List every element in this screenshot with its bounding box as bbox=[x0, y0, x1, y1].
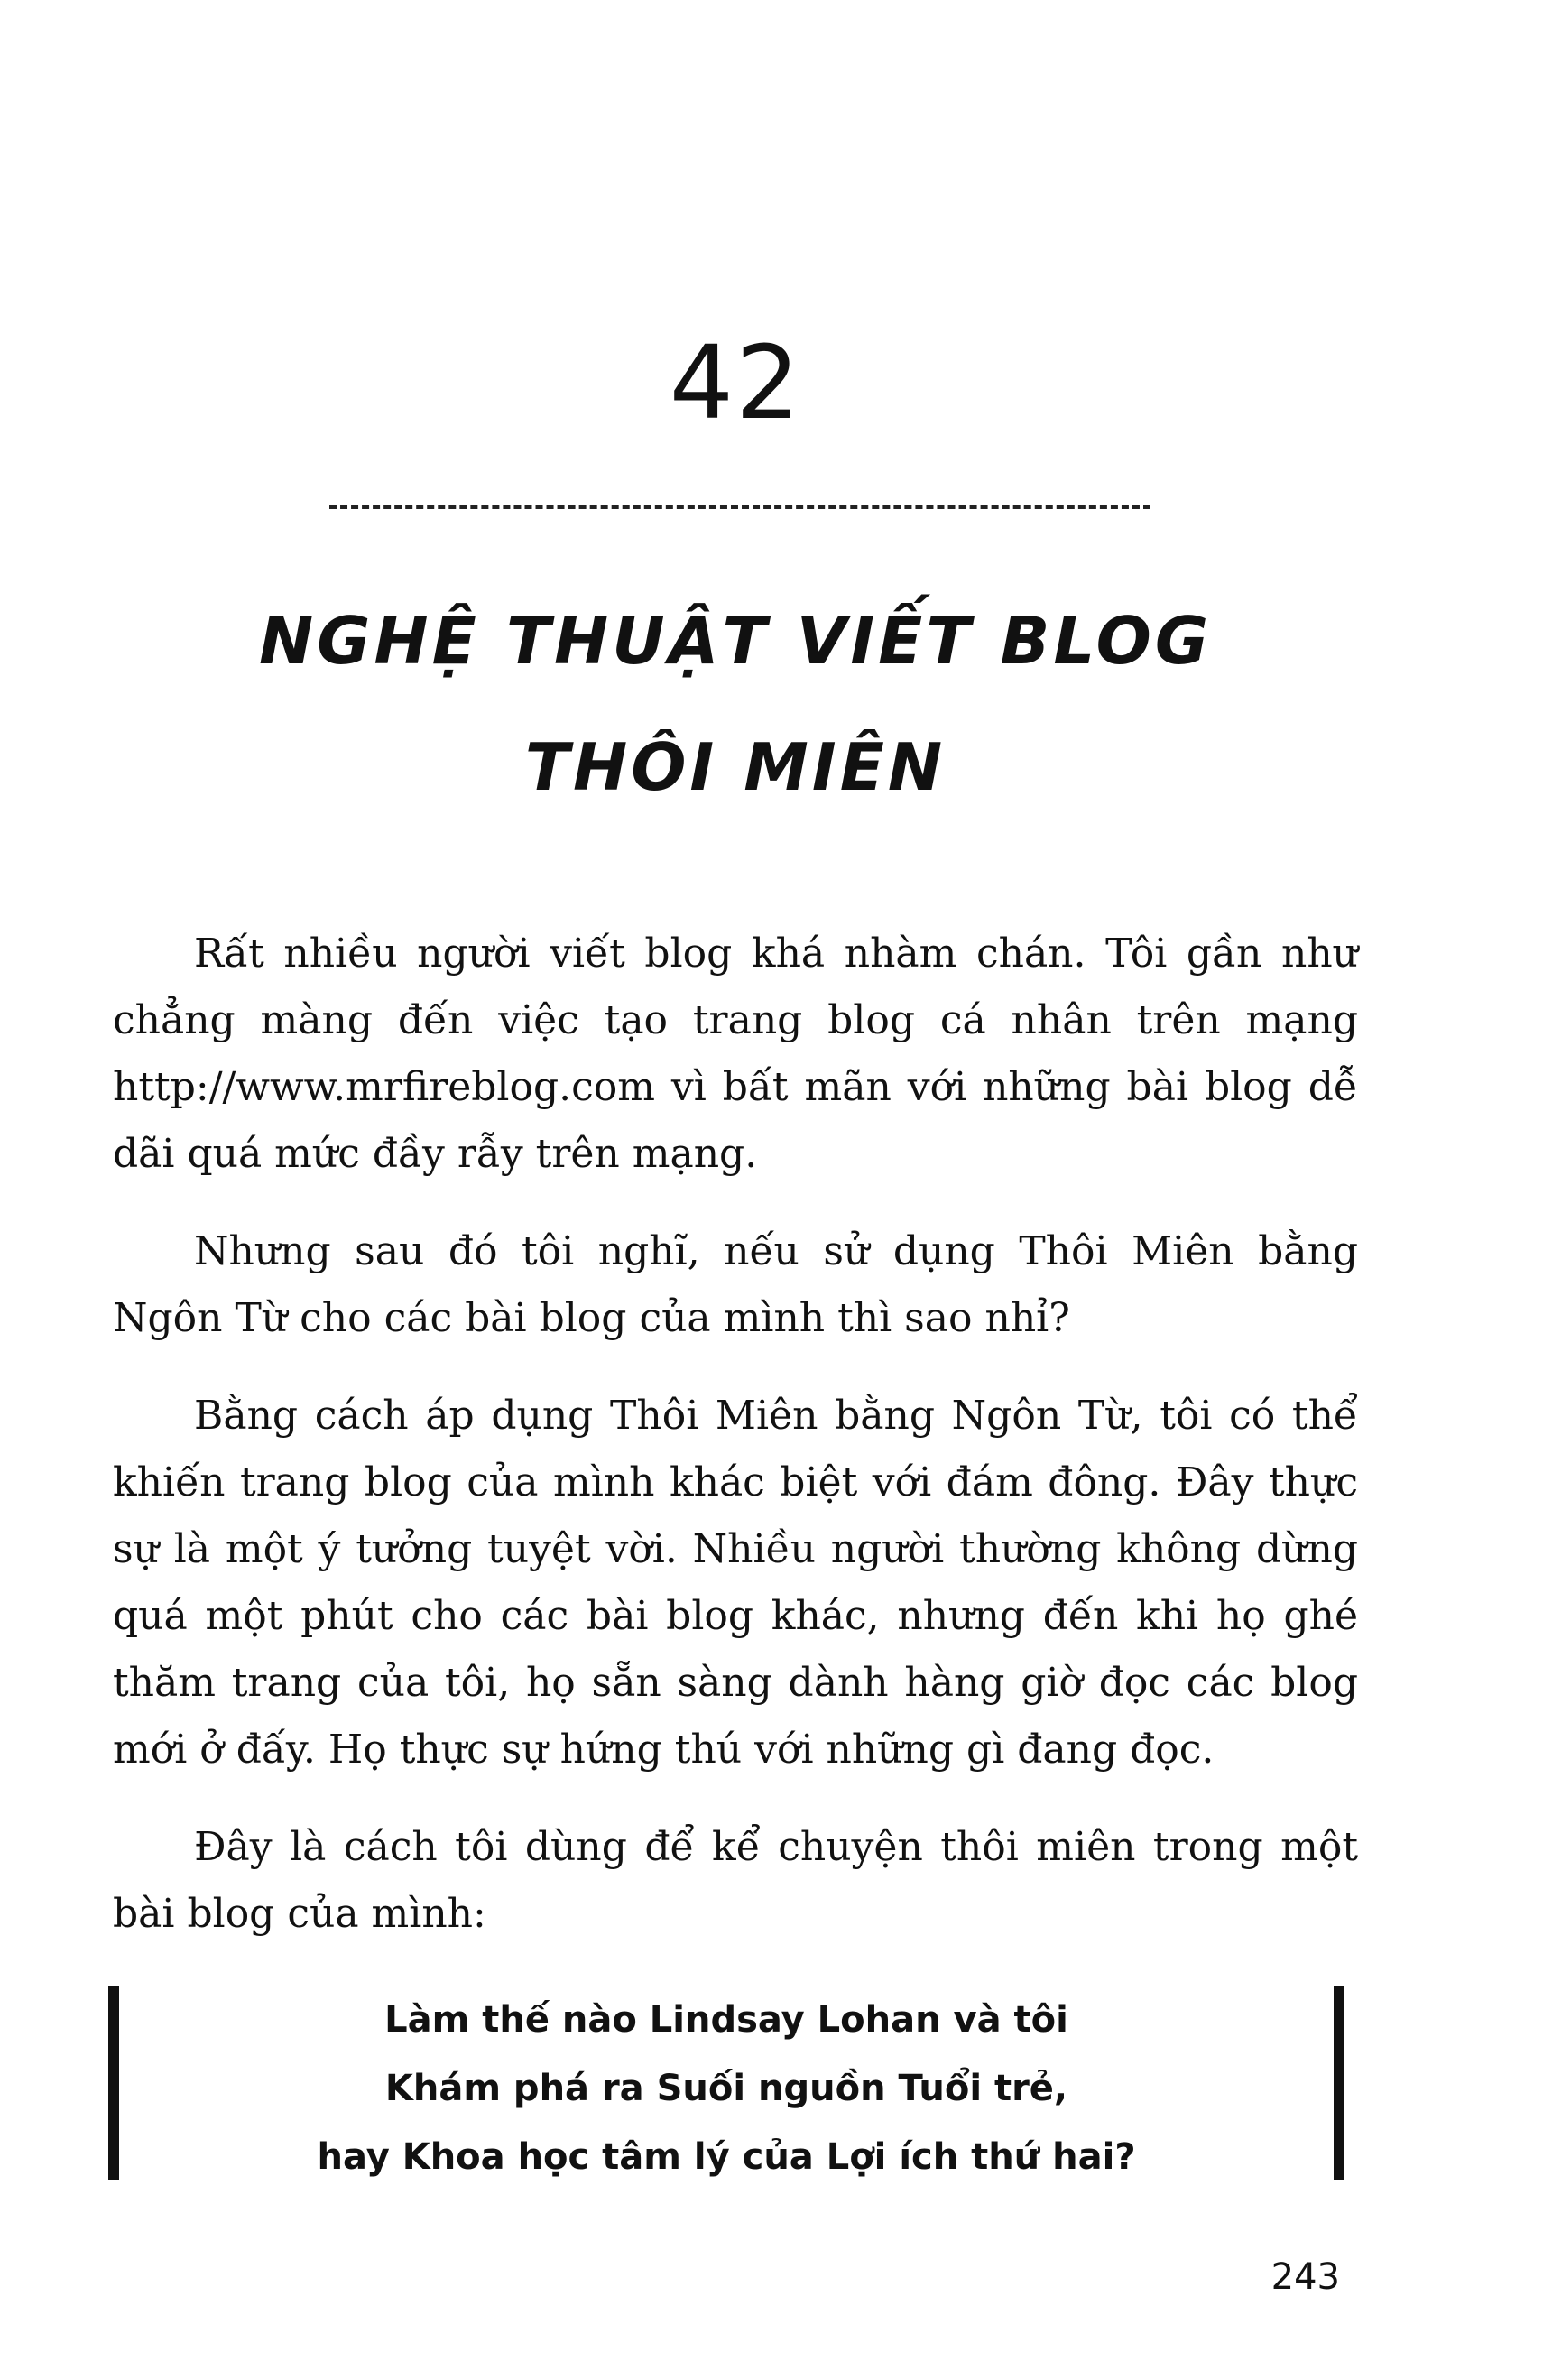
quote-bar-right bbox=[1334, 1986, 1344, 2180]
paragraph-2: Nhưng sau đó tôi nghĩ, nếu sử dụng Thôi Miên bằng Ngôn Từ cho các bài blog của mình thì sao nhỉ? bbox=[113, 1228, 1358, 1341]
quote-line-1: Làm thế nào Lindsay Lohan và tôi bbox=[384, 1999, 1068, 2041]
chapter-title-line-2: THÔI MIÊN bbox=[524, 729, 947, 805]
dashed-divider bbox=[329, 505, 1150, 509]
quote-bar-left bbox=[108, 1986, 119, 2180]
page-number: 243 bbox=[1270, 2256, 1340, 2298]
chapter-title bbox=[0, 578, 1471, 830]
chapter-number: 42 bbox=[669, 325, 802, 442]
paragraph-1: Rất nhiều người viết blog khá nhàm chán. Tôi gần như chẳng màng đến việc tạo trang blog cá nhân trên mạng http://www.mrfireblog.com vì bất mãn với những bài blog dễ dãi quá mức đầy rẫy trên mạng. bbox=[113, 931, 1358, 1177]
quote-lines bbox=[144, 1986, 1308, 2191]
blog-title-quote bbox=[108, 1986, 1344, 2193]
chapter-title-line-1: NGHỆ THUẬT VIẾT BLOG bbox=[259, 603, 1212, 679]
paragraph-3: Bằng cách áp dụng Thôi Miên bằng Ngôn Từ, tôi có thể khiến trang blog của mình khác biệt với đám đông. Đây thực sự là một ý tưởng tuyệt vời. Nhiều người thường không dừng quá một phút cho các bài blog khác, nhưng đến khi họ ghé thăm trang của tôi, họ sẵn sàng dành hàng giờ đọc các blog mới ở đấy. Họ thực sự hứng thú với những gì đang đọc. bbox=[113, 1393, 1358, 1773]
quote-line-3: hay Khoa học tâm lý của Lợi ích thứ hai? bbox=[317, 2136, 1136, 2178]
quote-line-2: Khám phá ra Suối nguồn Tuổi trẻ, bbox=[384, 2068, 1068, 2109]
body-text bbox=[113, 921, 1358, 1978]
paragraph-4: Đây là cách tôi dùng để kể chuyện thôi miên trong một bài blog của mình: bbox=[113, 1824, 1358, 1937]
